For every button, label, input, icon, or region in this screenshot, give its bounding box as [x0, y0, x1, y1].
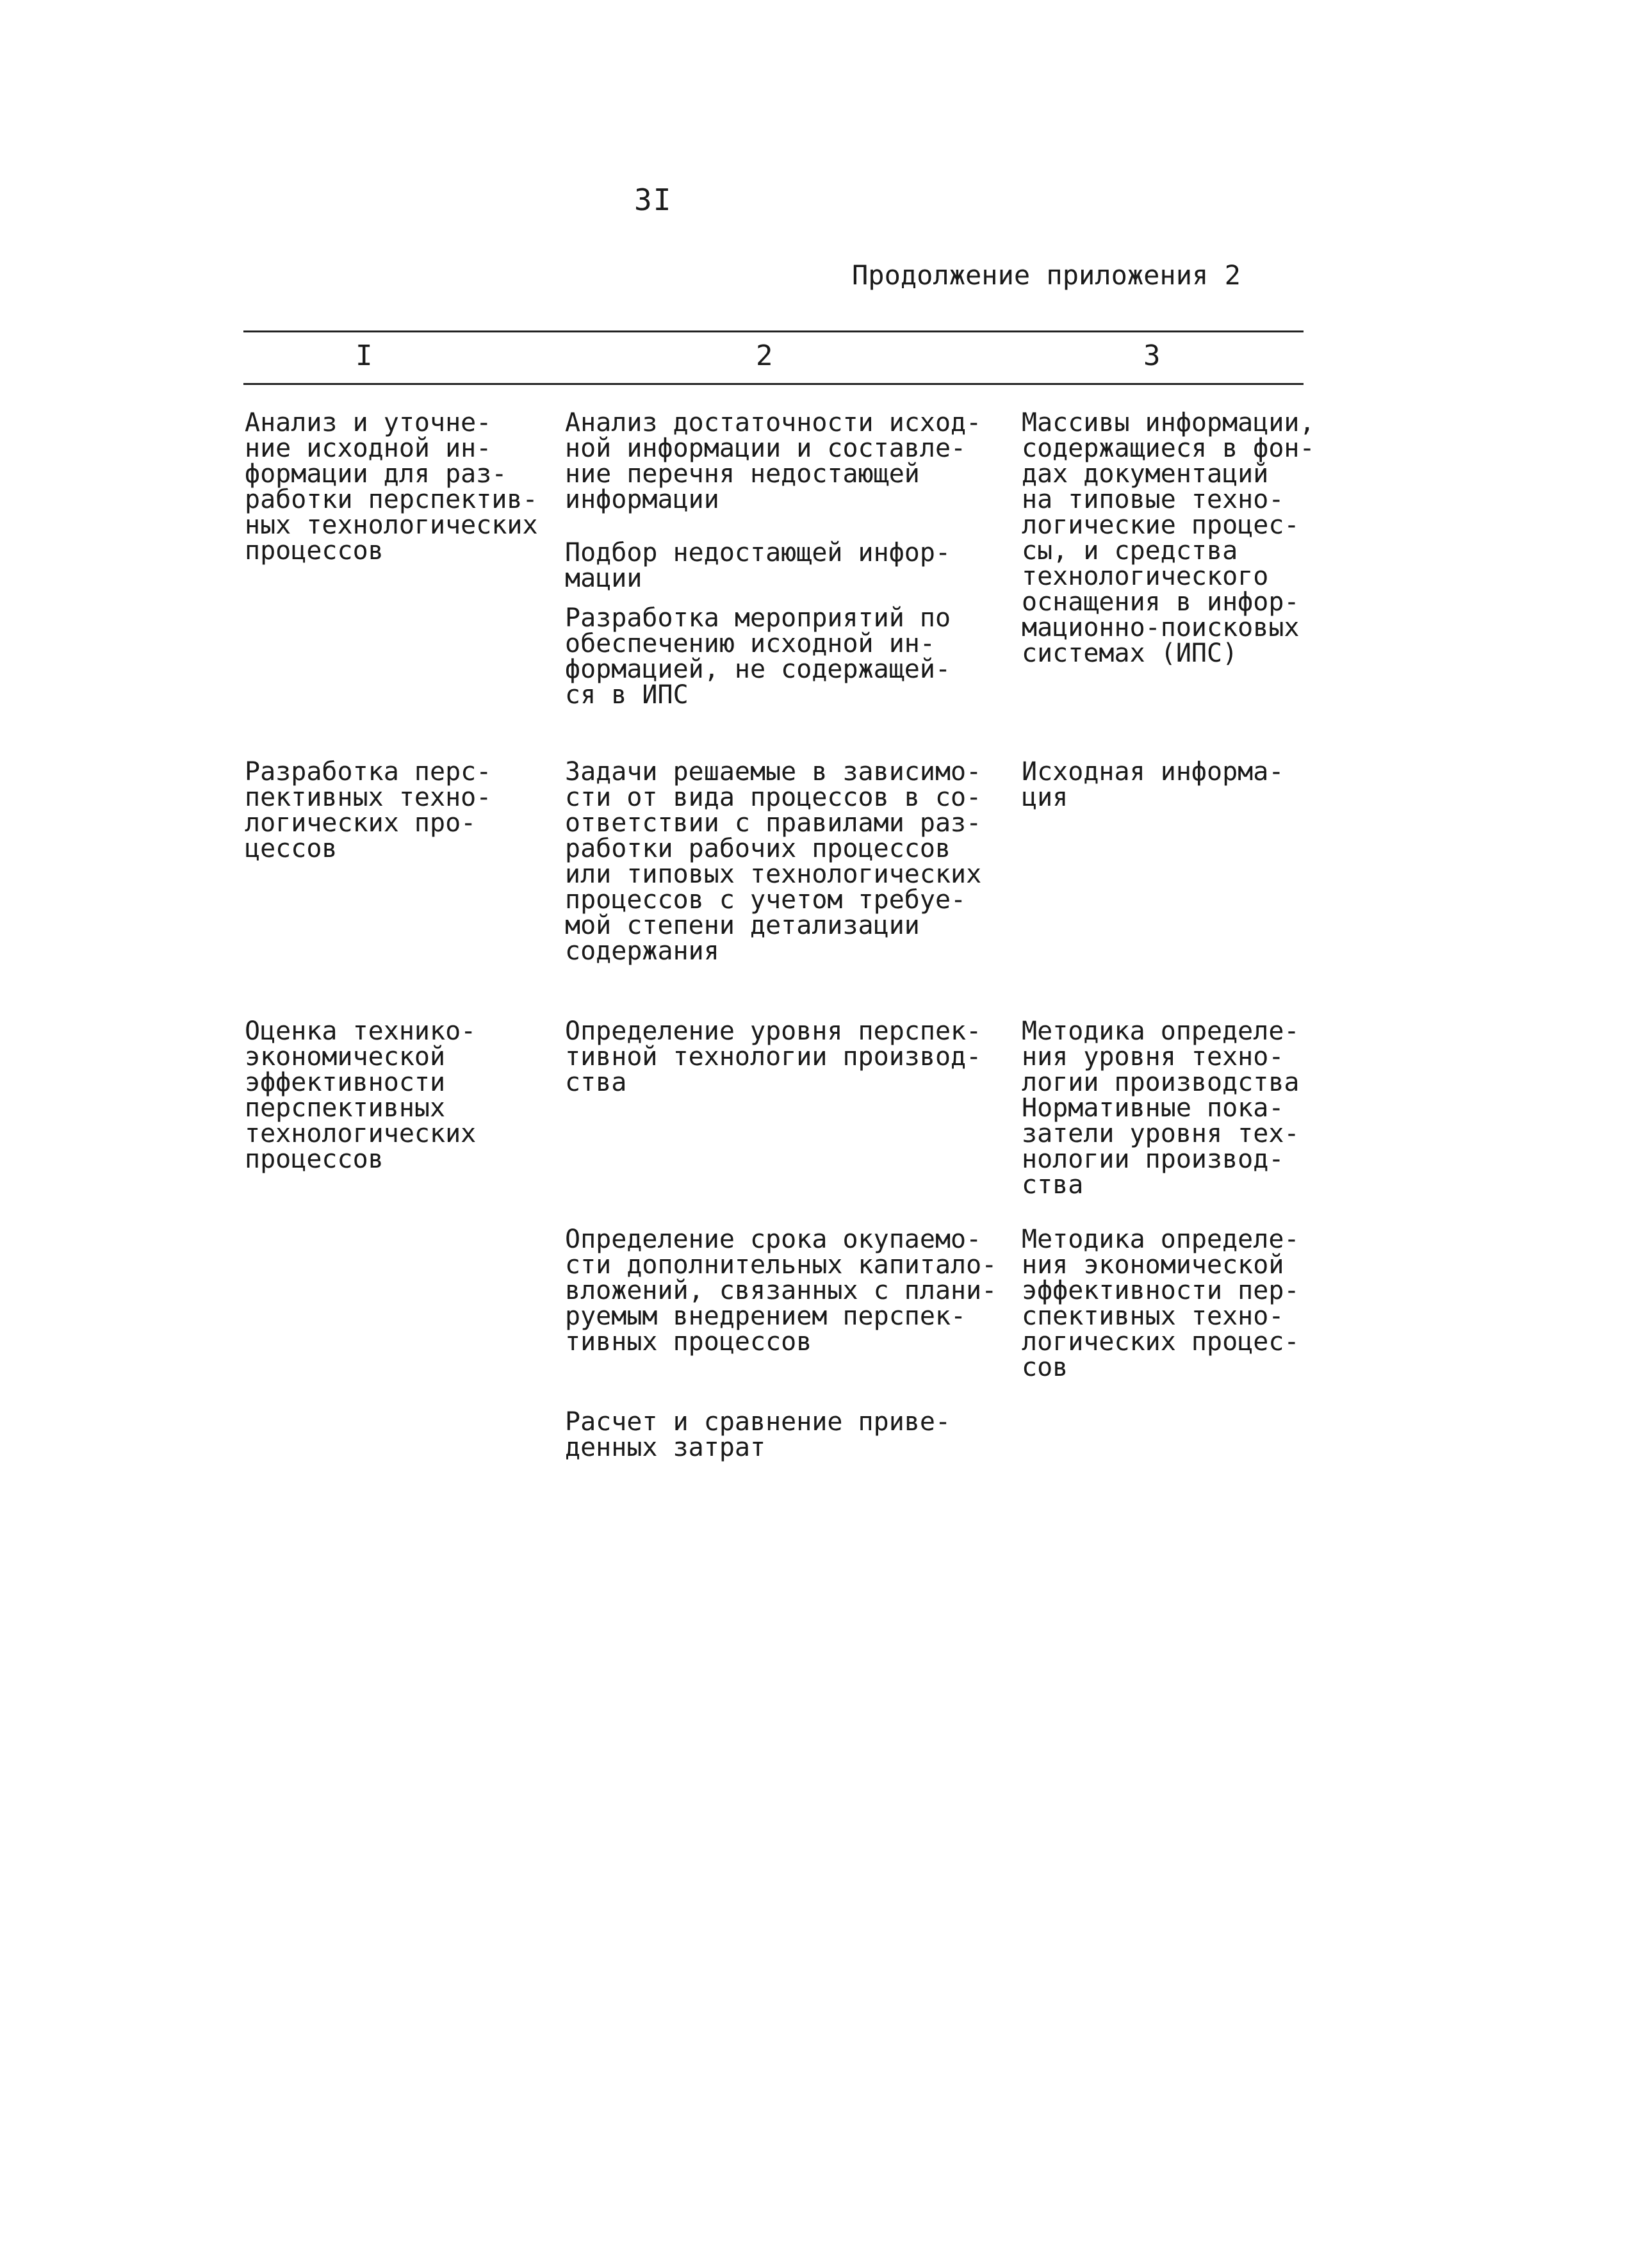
- page-number: 3I: [634, 183, 673, 217]
- source-cell-level-method: Методика определе- ния уровня техно- логии производства Нормативные пока- затели уровня тех- нологии производ- ства: [1022, 1016, 1300, 1200]
- column-header-1: I: [356, 339, 373, 372]
- stage-cell-evaluation: Оценка технико- экономической эффективности перспективных технологических процессов: [245, 1016, 477, 1174]
- column-header-3: 3: [1143, 339, 1161, 372]
- task-cell-cost-comparison: Расчет и сравнение приве- денных затрат: [565, 1407, 951, 1462]
- task-cell-payback: Определение срока окупаемо- сти дополнительных капитало- вложений, связанных с плани- руемым внедрением перспек- тивных процессов: [565, 1225, 997, 1357]
- source-cell-info-arrays: Массивы информации, содержащиеся в фон- дах документаций на типовые техно- логические процес- сы, и средства технологического оснащения в инфор- мационно-поисковых системах (ИПС): [1022, 408, 1315, 668]
- source-cell-efficiency-method: Методика определе- ния экономической эффективности пер- спективных техно- логических процес- сов: [1022, 1225, 1300, 1382]
- table-top-rule: [243, 330, 1304, 332]
- table-header-rule: [243, 383, 1304, 385]
- stage-cell-analysis: Анализ и уточне- ние исходной ин- формации для раз- работки перспектив- ных технологических процессов: [245, 408, 538, 566]
- task-cell-measures: Разработка мероприятий по обеспечению исходной ин- формацией, не содержащей- ся в ИПС: [565, 603, 951, 710]
- stage-cell-development: Разработка перс- пективных техно- логических про- цессов: [245, 757, 492, 863]
- column-header-2: 2: [756, 339, 773, 372]
- continuation-caption: Продолжение приложения 2: [852, 259, 1241, 291]
- source-cell-initial-info: Исходная информа- ция: [1022, 757, 1284, 812]
- task-cell-development-tasks: Задачи решаемые в зависимо- сти от вида процессов в со- ответствии с правилами раз- работки рабочих процессов или типовых технологических процессов с учетом требуе- мой степени детализации содержания: [565, 757, 982, 966]
- task-cell-technology-level: Определение уровня перспек- тивной технологии производ- ства: [565, 1016, 982, 1097]
- task-cell-analysis-sufficiency: Анализ достаточности исход- ной информации и составле- ние перечня недостающей информации: [565, 408, 982, 514]
- task-cell-missing-info: Подбор недостающей инфор- мации: [565, 538, 951, 593]
